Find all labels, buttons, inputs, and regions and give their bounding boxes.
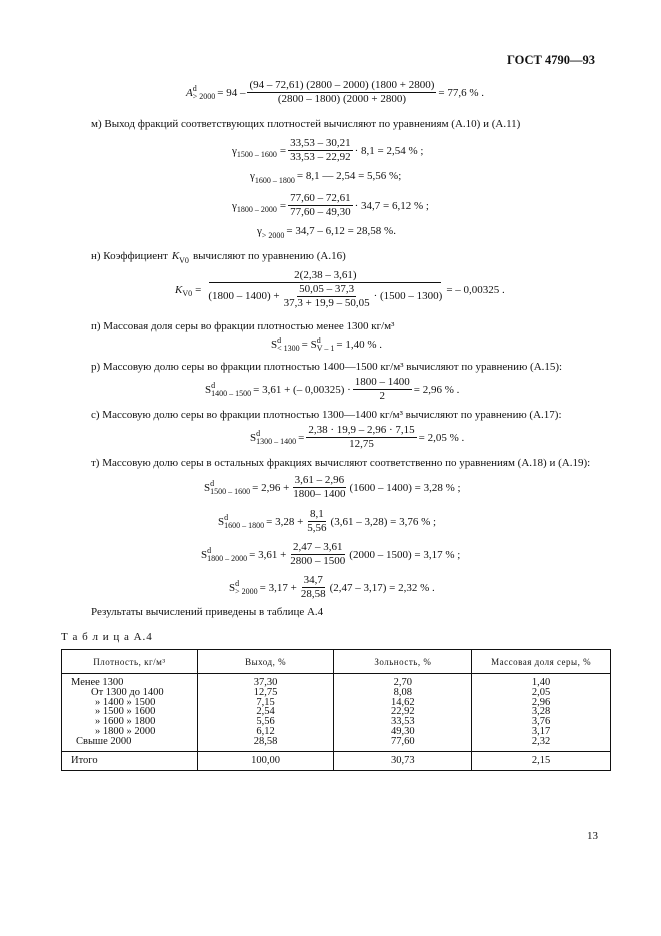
table-cell: 2,32: [531, 735, 551, 747]
table-total-row: [62, 751, 611, 770]
table-cell: 5,56: [256, 716, 275, 728]
equation-sulfur-1600-1800: S d 1600 – 1800 = 3,28 + $\frac{8,1}{5,56}$ (3,61 – 3,28) = 3,76 % ;: [218, 508, 437, 534]
total-yield: 100,00: [197, 751, 334, 770]
table-cell: 22,92: [391, 706, 415, 718]
header-ash: Зольность, %: [334, 650, 472, 674]
equation-sulfur-1800-2000: S d 1800 – 2000 = 3,61 + $\frac{2,47 - 3,61}{2800 - 1500}$ (2000 – 1500) = 3,17 % ;: [201, 541, 461, 567]
equation-yield-above-2000: γ > 2000 = 34,7 – 6,12 = 28,58 %.: [257, 225, 396, 240]
fraction-inner: $\frac{50,05 - 37,3}{37,3 + 19,9 - 50,05}$: [283, 283, 370, 309]
table-cell: » 1400 » 1500: [95, 696, 156, 708]
document-code: ГОСТ 4790—93: [507, 53, 596, 67]
table-cell: 3,76: [531, 716, 551, 728]
table-cell: 1,40: [531, 677, 551, 688]
table-cell: От 1300 до 1400: [91, 686, 164, 698]
table-caption: Т а б л и ц а А.4: [61, 631, 153, 643]
ash-column: [334, 674, 472, 752]
header-sulfur: Массовая доля серы, %: [472, 650, 611, 674]
item-s-text: с) Массовую долю серы во фракции плотностью 1300—1400 кг/м³ вычисляют по уравнению (А.17):: [91, 409, 562, 421]
fraction: $\frac{33,53 - 30,21}{33,53 - 22,92}$: [290, 137, 351, 163]
table-header-row: [62, 650, 611, 674]
eq-rhs: = 77,6 % .: [438, 86, 485, 99]
equation-yield-1500-1600: γ 1500 – 1600 = $\frac{33,53 - 30,21}{33,53 - 22,92}$ · 8,1 = 2,54 % ;: [232, 137, 424, 163]
table-cell: 49,30: [391, 725, 415, 737]
table-cell: 2,05: [531, 686, 551, 698]
fraction: $\frac{(94 - 72,61) (2800 - 2000) (1800 + 2800)}{(2800 - 1800) (2000 + 2800)}$: [249, 79, 435, 105]
equation-yield-1600-1800: γ 1600 – 1800 = 8,1 — 2,54 = 5,56 %;: [250, 170, 402, 185]
table-cell: 28,58: [253, 735, 278, 747]
fraction: $\frac{2,38 \cdot 19,9 - 2,96 \cdot 7,15}{12,75}$: [308, 424, 415, 450]
fraction: $\frac{34,7}{28,58}$: [300, 574, 326, 600]
equation-sulfur-1400-1500: S d 1400 – 1500 = 3,61 + (– 0,00325) · $\frac{1800 - 1400}{2}$ = 2,96 % .: [205, 376, 460, 402]
table-cell: 3,17: [531, 725, 551, 737]
table-cell: » 1800 » 2000: [95, 725, 156, 737]
table-cell: 2,54: [256, 706, 275, 718]
eq-lhs: = 94 –: [217, 86, 246, 99]
table-cell: » 1600 » 1800: [95, 716, 156, 728]
table-cell: 8,08: [393, 686, 413, 698]
eq-sub: > 2000: [192, 91, 216, 101]
table-cell: 33,53: [391, 716, 415, 728]
table-cell: 6,12: [256, 725, 275, 737]
table-cell: 77,60: [391, 735, 415, 747]
total-label: Итого: [62, 751, 198, 770]
header-density: Плотность, кг/м³: [62, 650, 198, 674]
item-r-text: р) Массовую долю серы во фракции плотностью 1400—1500 кг/м³ вычисляют по уравнению (А.15):: [91, 361, 563, 373]
item-n-text: н) Коэффициент K V0 вычисляют по уравнению (А.16): [91, 250, 346, 265]
fraction: $\frac{3,61 - 2,96}{1800- 1400}$: [293, 474, 346, 500]
fraction: $\frac{1800 - 1400}{2}$: [354, 376, 410, 402]
item-m-text: м) Выход фракций соответствующих плотностей вычисляют по уравнениям (А.10) и (А.11): [91, 118, 521, 130]
fraction: $\frac{2,47 - 3,61}{2800 - 1500}$: [290, 541, 346, 567]
item-p-text: п) Массовая доля серы во фракции плотностью менее 1300 кг/м³: [91, 320, 395, 332]
table-cell: 3,28: [531, 706, 551, 718]
equation-yield-1800-2000: γ 1800 – 2000 = $\frac{77,60 - 72,61}{77,60 - 49,30}$ · 34,7 = 6,12 % ;: [232, 192, 429, 218]
sulfur-column: [472, 674, 611, 752]
fraction: $\frac{8,1}{5,56}$: [307, 508, 327, 534]
table-body-row: [62, 674, 611, 752]
fraction: $\frac{77,60 - 72,61}{77,60 - 49,30}$: [290, 192, 351, 218]
table-cell: 2,70: [393, 677, 413, 688]
table-cell: » 1500 » 1600: [95, 706, 156, 718]
total-ash: 30,73: [334, 751, 472, 770]
table-cell: 14,62: [391, 696, 415, 708]
page-number: 13: [587, 830, 598, 842]
table-cell: Менее 1300: [71, 677, 124, 688]
equation-coefficient-kv0: K V0 = 2(2,38 – 3,61) (1800 – 1400) + $\frac{50,05 - 37,3}{37,3 + 19,9 - 50,05}$ · (1500 – 1300) = – 0,00325 .: [175, 269, 505, 309]
equation-ash-above-2000: [186, 79, 484, 106]
density-column: [62, 674, 198, 752]
table-cell: 37,30: [253, 677, 278, 688]
equation-sulfur-below-1300: S d < 1300 = S d V – 1 = 1,40 % .: [271, 336, 382, 353]
equation-sulfur-1500-1600: S d 1500 – 1600 = 2,96 + $\frac{3,61 - 2,96}{1800- 1400}$ (1600 – 1400) = 3,28 % ;: [204, 474, 461, 500]
header-yield: Выход, %: [197, 650, 334, 674]
eq-symbol: A: [186, 86, 193, 99]
results-table: [61, 649, 611, 771]
table-cell: 7,15: [256, 696, 275, 708]
results-text: Результаты вычислений приведены в таблице А.4: [91, 606, 324, 618]
eq-sup: d: [192, 83, 197, 93]
table-cell: 12,75: [253, 686, 278, 698]
equation-sulfur-1300-1400: S d 1300 – 1400 = $\frac{2,38 \cdot 19,9 - 2,96 \cdot 7,15}{12,75}$ = 2,05 % .: [250, 424, 465, 450]
table-cell: Свыше 2000: [76, 735, 132, 747]
total-sulfur: 2,15: [472, 751, 611, 770]
table-cell: 2,96: [531, 696, 551, 708]
yield-column: [197, 674, 334, 752]
fraction-big: 2(2,38 – 3,61) (1800 – 1400) + $\frac{50,05 - 37,3}{37,3 + 19,9 - 50,05}$ · (1500 – 1300): [208, 269, 443, 309]
item-t-text: т) Массовую долю серы в остальных фракциях вычисляют соответственно по уравнениям (А.18) и (А.19):: [91, 457, 591, 469]
equation-sulfur-above-2000: S d > 2000 = 3,17 + $\frac{34,7}{28,58}$ (2,47 – 3,17) = 2,32 % .: [229, 574, 435, 600]
